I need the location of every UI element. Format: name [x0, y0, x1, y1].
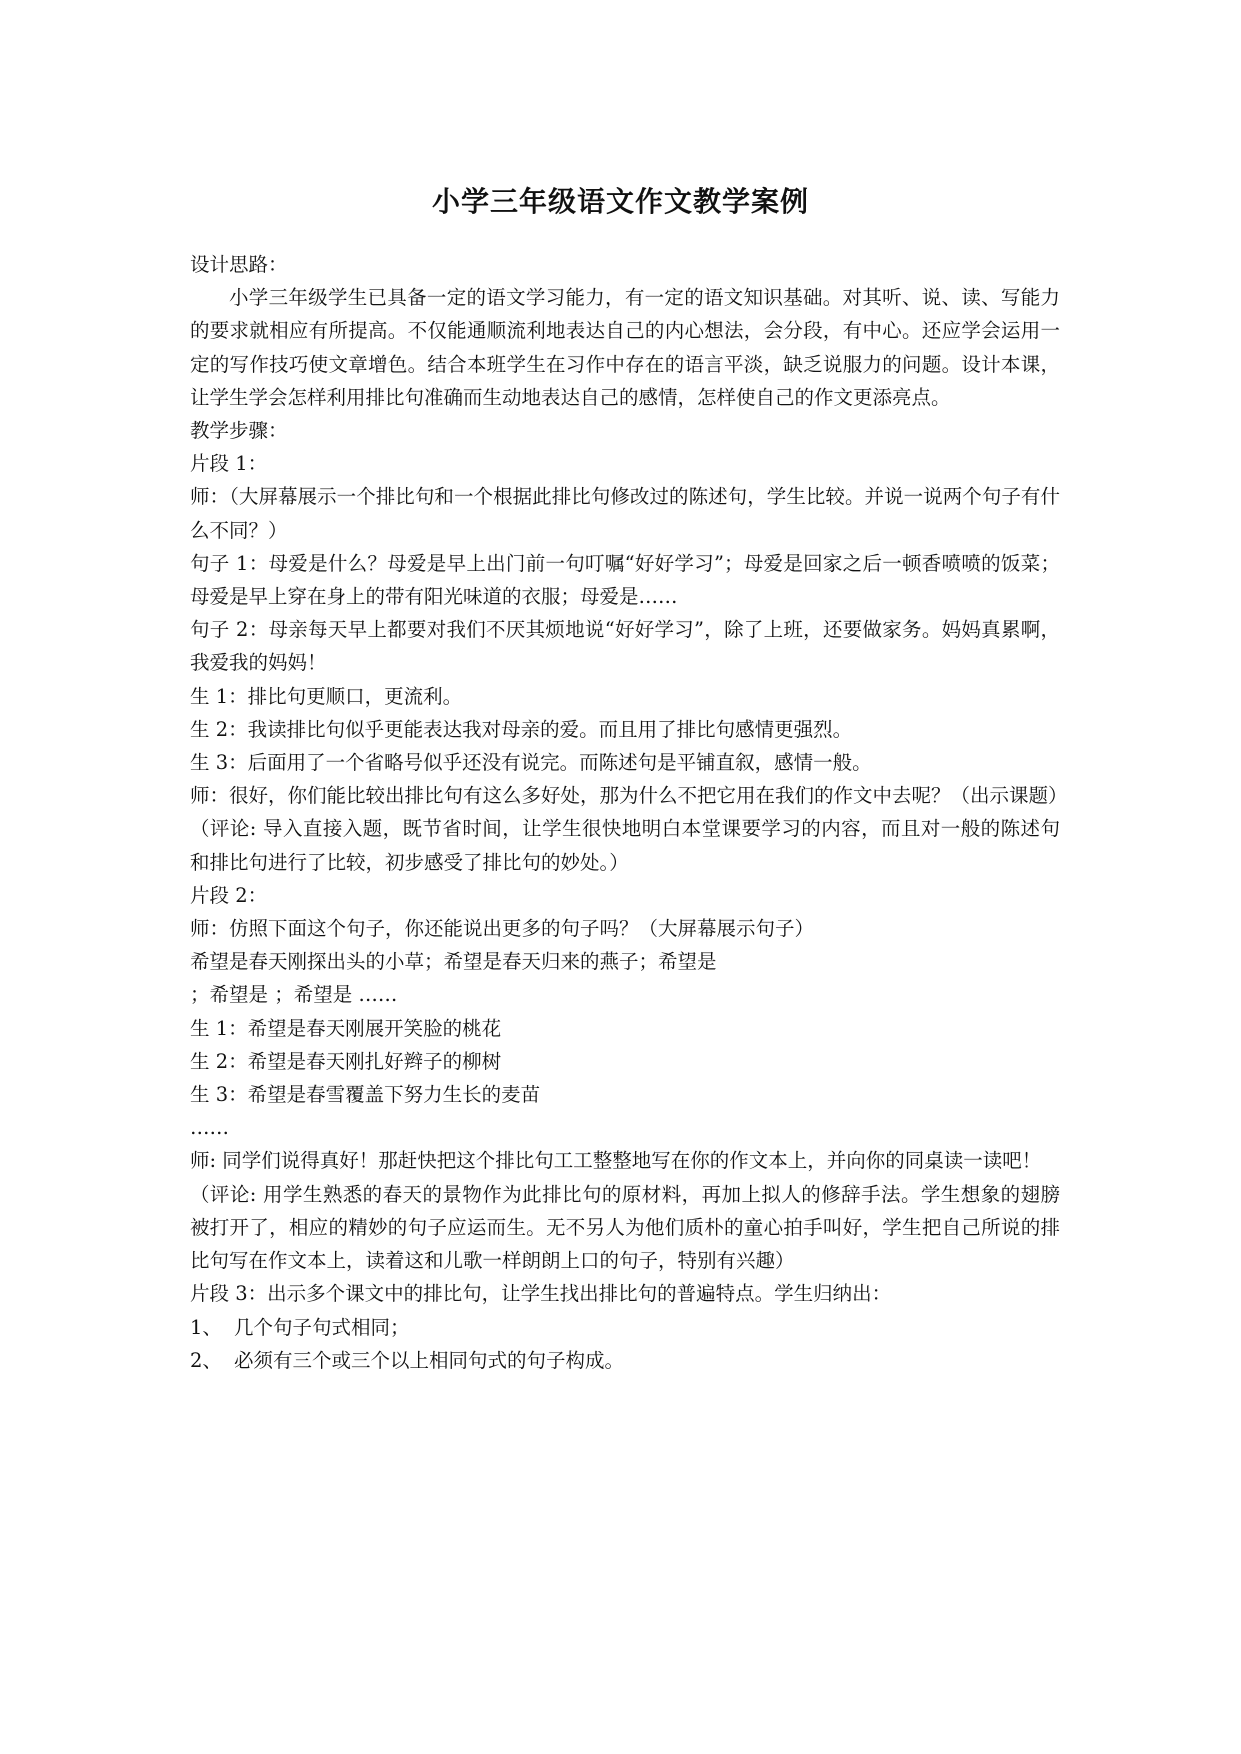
- heading-segment-1: 片段 1：: [190, 452, 268, 476]
- comment-paragraph: （评论: 导入直接入题，既节省时间，让学生很快地明白本堂课要学习的内容，而且对一般的陈述句和排比句进行了比较，初步感受了排比句的妙处。）: [190, 817, 1060, 874]
- student-line: 生 2：希望是春天刚扎好辫子的柳树: [190, 1049, 502, 1073]
- list-text: 必须有三个或三个以上相同句式的句子构成。: [234, 1348, 625, 1372]
- list-item: [190, 1344, 1060, 1377]
- student-line: 生 1：希望是春天刚展开笑脸的桃花: [190, 1016, 502, 1040]
- heading-segment-3: 片段 3：出示多个课文中的排比句，让学生找出排比句的普遍特点。学生归纳出：: [190, 1282, 892, 1306]
- heading-segment-2: 片段 2：: [190, 883, 268, 907]
- list-number: 2、: [190, 1348, 222, 1372]
- teacher-line: 师: 同学们说得真好！那赶快把这个排比句工工整整地写在你的作文本上，并向你的同桌读一读吧！: [190, 1149, 1042, 1173]
- example-sentence: 希望是春天刚探出头的小草；希望是春天归来的燕子；希望是: [190, 950, 717, 974]
- list-number: 1、: [190, 1315, 222, 1339]
- sentence-2: 句子 2：母亲每天早上都要对我们不厌其烦地说“好好学习”，除了上班，还要做家务。妈妈真累啊，我爱我的妈妈！: [190, 618, 1060, 675]
- comment-paragraph: （评论: 用学生熟悉的春天的景物作为此排比句的原材料，再加上拟人的修辞手法。学生想象的翅膀被打开了，相应的精妙的句子应运而生。无不另人为他们质朴的童心拍手叫好，学生把自己所说的排比句写在作文本上，读着这和儿歌一样朗朗上口的句子，特别有兴趣）: [190, 1182, 1060, 1273]
- teacher-line: 师：（大屏幕展示一个排比句和一个根据此排比句修改过的陈述句，学生比较。并说一说两个句子有什么不同？）: [190, 485, 1060, 542]
- document-body: [190, 248, 1068, 1377]
- student-line: 生 3：后面用了一个省略号似乎还没有说完。而陈述句是平铺直叙，感情一般。: [190, 751, 872, 775]
- list-text: 几个句子句式相同；: [234, 1315, 410, 1339]
- ellipsis-line: ……: [190, 1116, 229, 1140]
- list-item: [190, 1311, 1060, 1344]
- sentence-1: 句子 1：母爱是什么？母爱是早上出门前一句叮嘱“好好学习”；母爱是回家之后一顿香喷喷的饭菜；母爱是早上穿在身上的带有阳光味道的衣服；母爱是……: [190, 551, 1060, 609]
- example-sentence-blanks: ；希望是 ；希望是 ……: [190, 983, 398, 1007]
- teacher-line: 师：仿照下面这个句子，你还能说出更多的句子吗？（大屏幕展示句子）: [190, 917, 815, 941]
- teacher-line: 师：很好，你们能比较出排比句有这么多好处，那为什么不把它用在我们的作文中去呢？（出示课题）: [190, 784, 1068, 808]
- heading-teaching-steps: 教学步骤：: [190, 419, 288, 443]
- paragraph-design-description: 小学三年级学生已具备一定的语文学习能力，有一定的语文知识基础。对其听、说、读、写能力的要求就相应有所提高。不仅能通顺流利地表达自己的内心想法，会分段，有中心。还应学会运用一定的写作技巧使文章增色。结合本班学生在习作中存在的语言平淡，缺乏说服力的问题。设计本课，让学生学会怎样利用排比句准确而生动地表达自己的感情，怎样使自己的作文更添亮点。: [190, 286, 1060, 409]
- student-line: 生 3：希望是春雪覆盖下努力生长的麦苗: [190, 1083, 541, 1107]
- heading-design-ideas: 设计思路：: [190, 253, 288, 276]
- document-title: 小学三年级语文作文教学案例: [431, 184, 809, 218]
- student-line: 生 1：排比句更顺口，更流利。: [190, 684, 463, 708]
- student-line: 生 2：我读排比句似乎更能表达我对母亲的爱。而且用了排比句感情更强烈。: [190, 717, 853, 741]
